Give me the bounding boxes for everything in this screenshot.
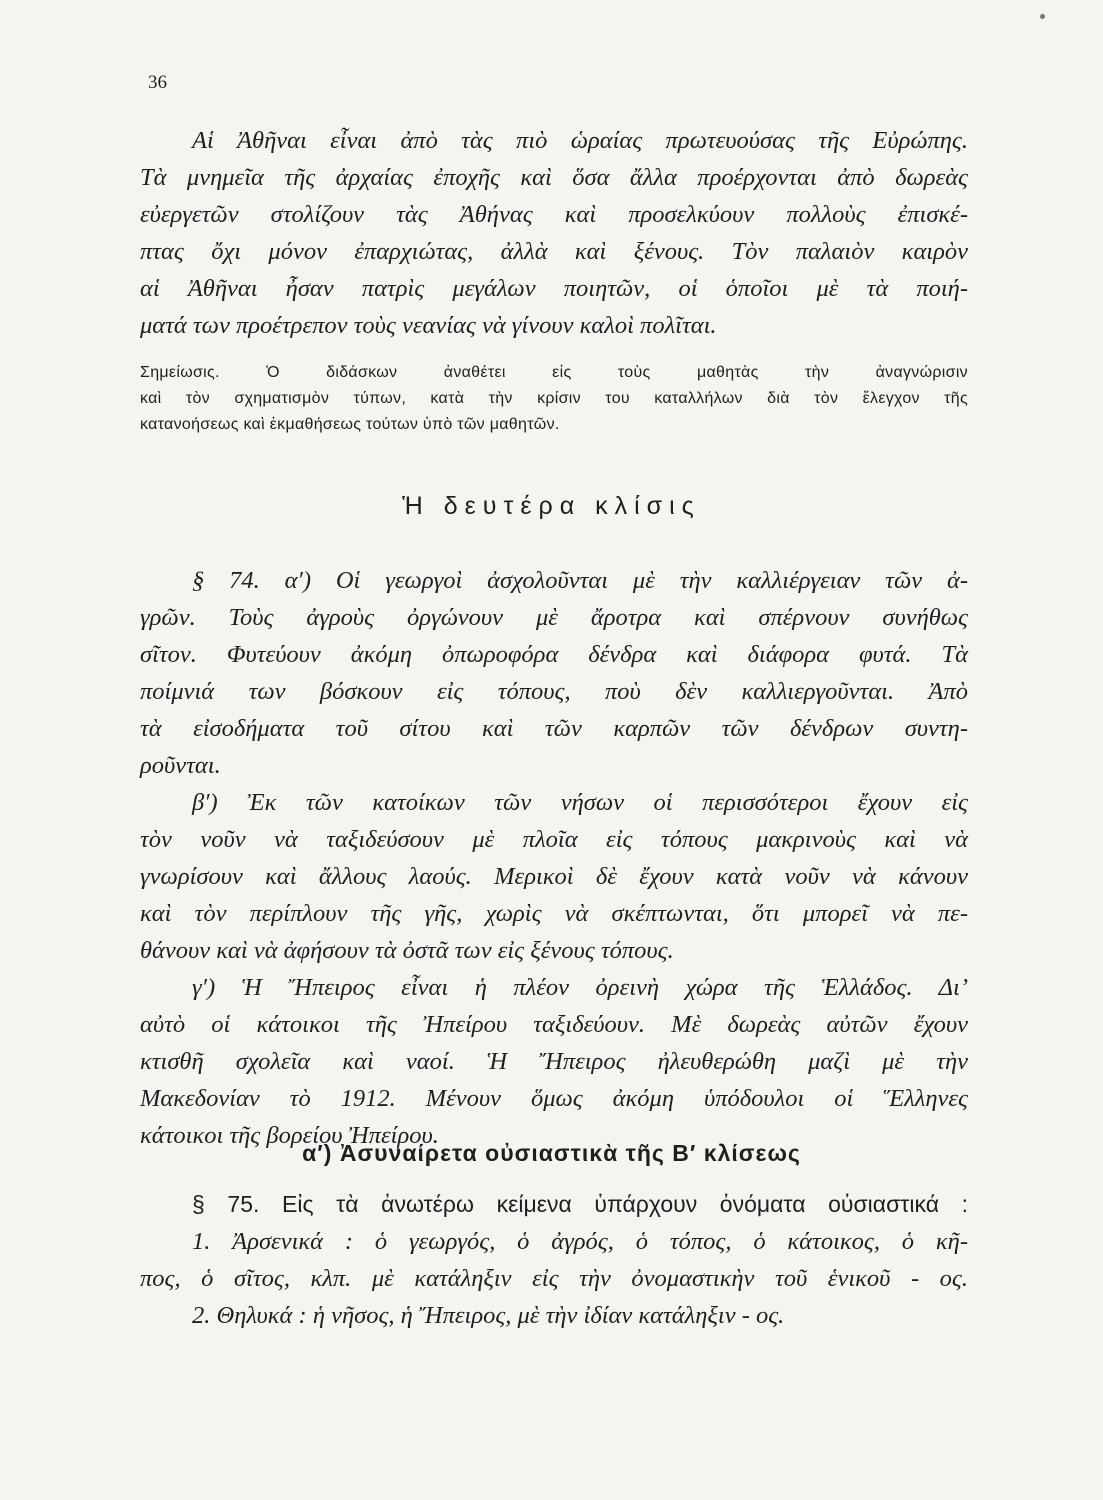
note-line-3: κατανοήσεως καὶ ἐκμαθήσεως τούτων ὑπὸ τῶν μαθητῶν. (140, 416, 560, 433)
note-line-1: Σημείωσις. Ὁ διδάσκων ἀναθέτει εἰς τοὺς μαθητὰς τὴν ἀναγνώρισιν (140, 364, 968, 381)
heading-contracted-nouns: α′) Ἀσυναίρετα οὐσιαστικὰ τῆς Β′ κλίσεως (302, 1140, 801, 1166)
s74-line-3: σῖτον. Φυτεύουν ἀκόμη ὀπωροφόρα δένδρα καὶ διάφορα φυτά. Τὰ (140, 641, 968, 668)
passage-athens-line-2: Τὰ μνημεῖα τῆς ἀρχαίας ἐποχῆς καὶ ὅσα ἄλλα προέρχονται ἀπὸ δωρεὰς (140, 164, 968, 191)
s75-line-2: 1. Ἀρσενικά : ὁ γεωργός, ὁ ἀγρός, ὁ τόπος, ὁ κάτοικος, ὁ κῆ- (192, 1228, 968, 1255)
s74-line-8: τὸν νοῦν νὰ ταξιδεύσουν μὲ πλοῖα εἰς τόπους μακρινοὺς καὶ νὰ (140, 826, 968, 853)
page-number: 36 (148, 72, 167, 93)
s75-line-1: § 75. Εἰς τὰ ἀνωτέρω κείμενα ὑπάρχουν ὀνόματα οὐσιαστικά : (192, 1191, 968, 1217)
s74-line-9: γνωρίσουν καὶ ἄλλους λαούς. Μερικοὶ δὲ ἔχουν κατὰ νοῦν νὰ κάνουν (140, 863, 968, 890)
section-74 (140, 562, 968, 1154)
s74-line-12: γ′) Ἡ Ἤπειρος εἶναι ἡ πλέον ὀρεινὴ χώρα τῆς Ἑλλάδος. Δι’ (192, 974, 968, 1001)
heading-second-declension: Ἡ δευτέρα κλίσις (402, 492, 701, 520)
s74-line-16: κάτοικοι τῆς βορείου Ἠπείρου. (140, 1122, 439, 1149)
s74-line-5: τὰ εἰσοδήματα τοῦ σίτου καὶ τῶν καρπῶν τῶν δένδρων συντη- (140, 715, 968, 742)
passage-athens-line-6: ματά των προέτρεπον τοὺς νεανίας νὰ γίνουν καλοὶ πολῖται. (140, 312, 717, 339)
s74-line-11: θάνουν καὶ νὰ ἀφήσουν τὰ ὀστᾶ των εἰς ξένους τόπους. (140, 937, 674, 964)
note-line-2: καὶ τὸν σχηματισμὸν τύπων, κατὰ τὴν κρίσιν του καταλλήλων διὰ τὸν ἔλεγχον τῆς (140, 390, 968, 407)
passage-athens-line-4: πτας ὄχι μόνον ἐπαρχιώτας, ἀλλὰ καὶ ξένους. Τὸν παλαιὸν καιρὸν (140, 238, 968, 265)
passage-athens-line-1: Αἱ Ἀθῆναι εἶναι ἀπὸ τὰς πιὸ ὡραίας πρωτευούσας τῆς Εὐρώπης. (192, 127, 968, 154)
s74-line-4: ποίμνιά των βόσκουν εἰς τόπους, ποὺ δὲν καλλιεργοῦνται. Ἀπὸ (140, 678, 968, 705)
s74-line-6: ροῦνται. (140, 752, 221, 779)
s74-line-10: καὶ τὸν περίπλουν τῆς γῆς, χωρὶς νὰ σκέπτωνται, ὅτι μπορεῖ νὰ πε- (140, 900, 968, 927)
section-75 (140, 1186, 968, 1334)
s74-line-15: Μακεδονίαν τὸ 1912. Μένουν ὅμως ἀκόμη ὑπόδουλοι οἱ Ἕλληνες (140, 1085, 968, 1112)
s74-line-13: αὐτὸ οἱ κάτοικοι τῆς Ἠπείρου ταξιδεύουν. Μὲ δωρεὰς αὐτῶν ἔχουν (140, 1011, 968, 1038)
passage-athens (140, 122, 968, 344)
teacher-note (140, 360, 968, 438)
page-speck (1040, 14, 1045, 19)
s74-line-7: β′) Ἐκ τῶν κατοίκων τῶν νήσων οἱ περισσότεροι ἔχουν εἰς (192, 789, 968, 816)
s75-line-3: πος, ὁ σῖτος, κλπ. μὲ κατάληξιν εἰς τὴν ὀνομαστικὴν τοῦ ἑνικοῦ - ος. (140, 1265, 968, 1292)
passage-athens-line-3: εὐεργετῶν στολίζουν τὰς Ἀθήνας καὶ προσελκύουν πολλοὺς ἐπισκέ- (140, 201, 968, 228)
s74-line-14: κτισθῆ σχολεῖα καὶ ναοί. Ἡ Ἤπειρος ἠλευθερώθη μαζὶ μὲ τὴν (140, 1048, 968, 1075)
s74-line-1: § 74. α′) Οἱ γεωργοὶ ἀσχολοῦνται μὲ τὴν καλλιέργειαν τῶν ἀ- (192, 567, 968, 594)
s74-line-2: γρῶν. Τοὺς ἀγροὺς ὀργώνουν μὲ ἄροτρα καὶ σπέρνουν συνήθως (140, 604, 968, 631)
passage-athens-line-5: αἱ Ἀθῆναι ἦσαν πατρὶς μεγάλων ποιητῶν, οἱ ὁποῖοι μὲ τὰ ποιή- (140, 275, 968, 302)
s75-line-4: 2. Θηλυκά : ἡ νῆσος, ἡ Ἤπειρος, μὲ τὴν ἰδίαν κατάληξιν - ος. (192, 1302, 785, 1329)
